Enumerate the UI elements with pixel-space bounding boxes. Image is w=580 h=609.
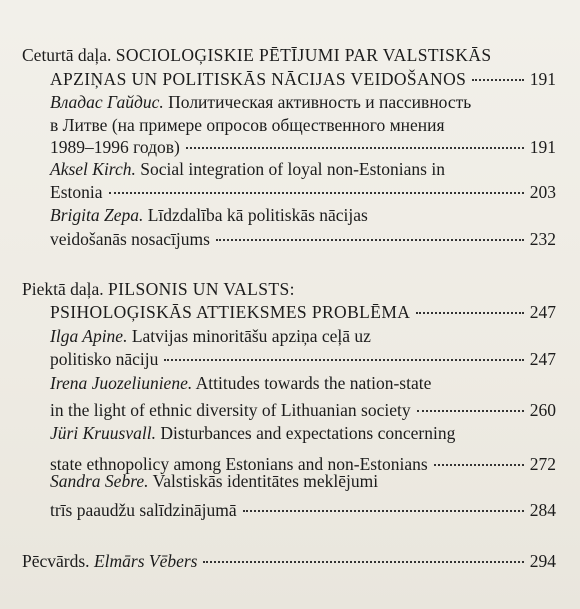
page-number: 203 [529,182,556,202]
page-number: 247 [529,349,556,369]
entry-line [50,420,455,446]
leader-dots [434,464,524,466]
entry-title: Valstiskās identitātes meklējumi [152,471,379,491]
entry-title-cont: in the light of ethnic diversity of Lithuanian society [50,400,411,420]
entry-row [50,346,556,372]
entry-title-cont: в Литве (на примере опросов общественного мнения [50,115,445,135]
entry-line [50,370,431,396]
page-number: 260 [529,400,556,420]
leader-dots [472,79,523,81]
leader-dots [186,147,524,149]
leader-dots [243,510,524,512]
entry-author: Irena Juozeliuniene. [50,373,193,393]
afterword-author: Elmārs Vēbers [93,551,198,571]
afterword-label: Pēcvārds. [22,551,90,571]
entry-title: Latvijas minoritāšu apziņa ceļā uz [131,326,371,346]
page-number: 191 [529,137,556,157]
entry-author: Владас Гайдис. [50,92,164,112]
entry-title-cont: politisko nāciju [50,349,159,369]
section-heading-row [50,299,556,325]
entry-line [50,202,368,228]
section-title-cont: PSIHOLOĢISKĀS ATTIEKSMES PROBLĒMA [50,302,411,322]
entry-title-cont: veidošanās nosacījums [50,229,210,249]
entry-title-cont: state ethnopolicy among Estonians and non-Estonians [50,454,428,474]
afterword-entry [22,548,197,574]
leader-dots [216,239,524,241]
section-title-cont: APZIŅAS UN POLITISKĀS NĀCIJAS VEIDOŠANOS [50,69,467,89]
page-number: 272 [529,454,556,474]
entry-author: Brigita Zepa. [50,205,144,225]
entry-author: Aksel Kirch. [50,159,136,179]
page-number: 232 [529,229,556,249]
entry-row [50,497,556,523]
afterword-row [22,548,556,574]
entry-author: Jüri Kruusvall. [50,423,156,443]
entry-title-cont: trīs paaudžu salīdzinājumā [50,500,237,520]
entry-title: Līdzdalība kā politiskās nācijas [147,205,368,225]
section-prefix: Piektā daļa. [22,279,104,299]
section-title: PILSONIS UN VALSTS: [108,279,295,299]
entry-title: Disturbances and expectations concerning [160,423,456,443]
entry-title-cont: Estonia [50,182,103,202]
entry-title: Attitudes towards the nation-state [195,373,432,393]
entry-row [50,226,556,252]
page-number: 284 [529,500,556,520]
leader-dots [203,561,523,563]
page-number: 247 [529,302,556,322]
page-number: 191 [529,69,556,89]
entry-line [50,468,378,494]
leader-dots [109,192,524,194]
entry-title-cont: 1989–1996 годов) [50,137,180,157]
entry-title: Social integration of loyal non-Estonians in [140,159,445,179]
page-number: 294 [529,551,556,571]
section-title: SOCIOLOĢISKIE PĒTĪJUMI PAR VALSTISKĀS [115,45,492,65]
leader-dots [417,410,524,412]
entry-title: Политическая активность и пассивность [168,92,472,112]
leader-dots [416,312,523,314]
section-heading-line [22,42,492,68]
section-prefix: Ceturtā daļa. [22,45,112,65]
entry-author: Sandra Sebre. [50,471,149,491]
entry-author: Ilga Apine. [50,326,128,346]
leader-dots [164,359,523,361]
